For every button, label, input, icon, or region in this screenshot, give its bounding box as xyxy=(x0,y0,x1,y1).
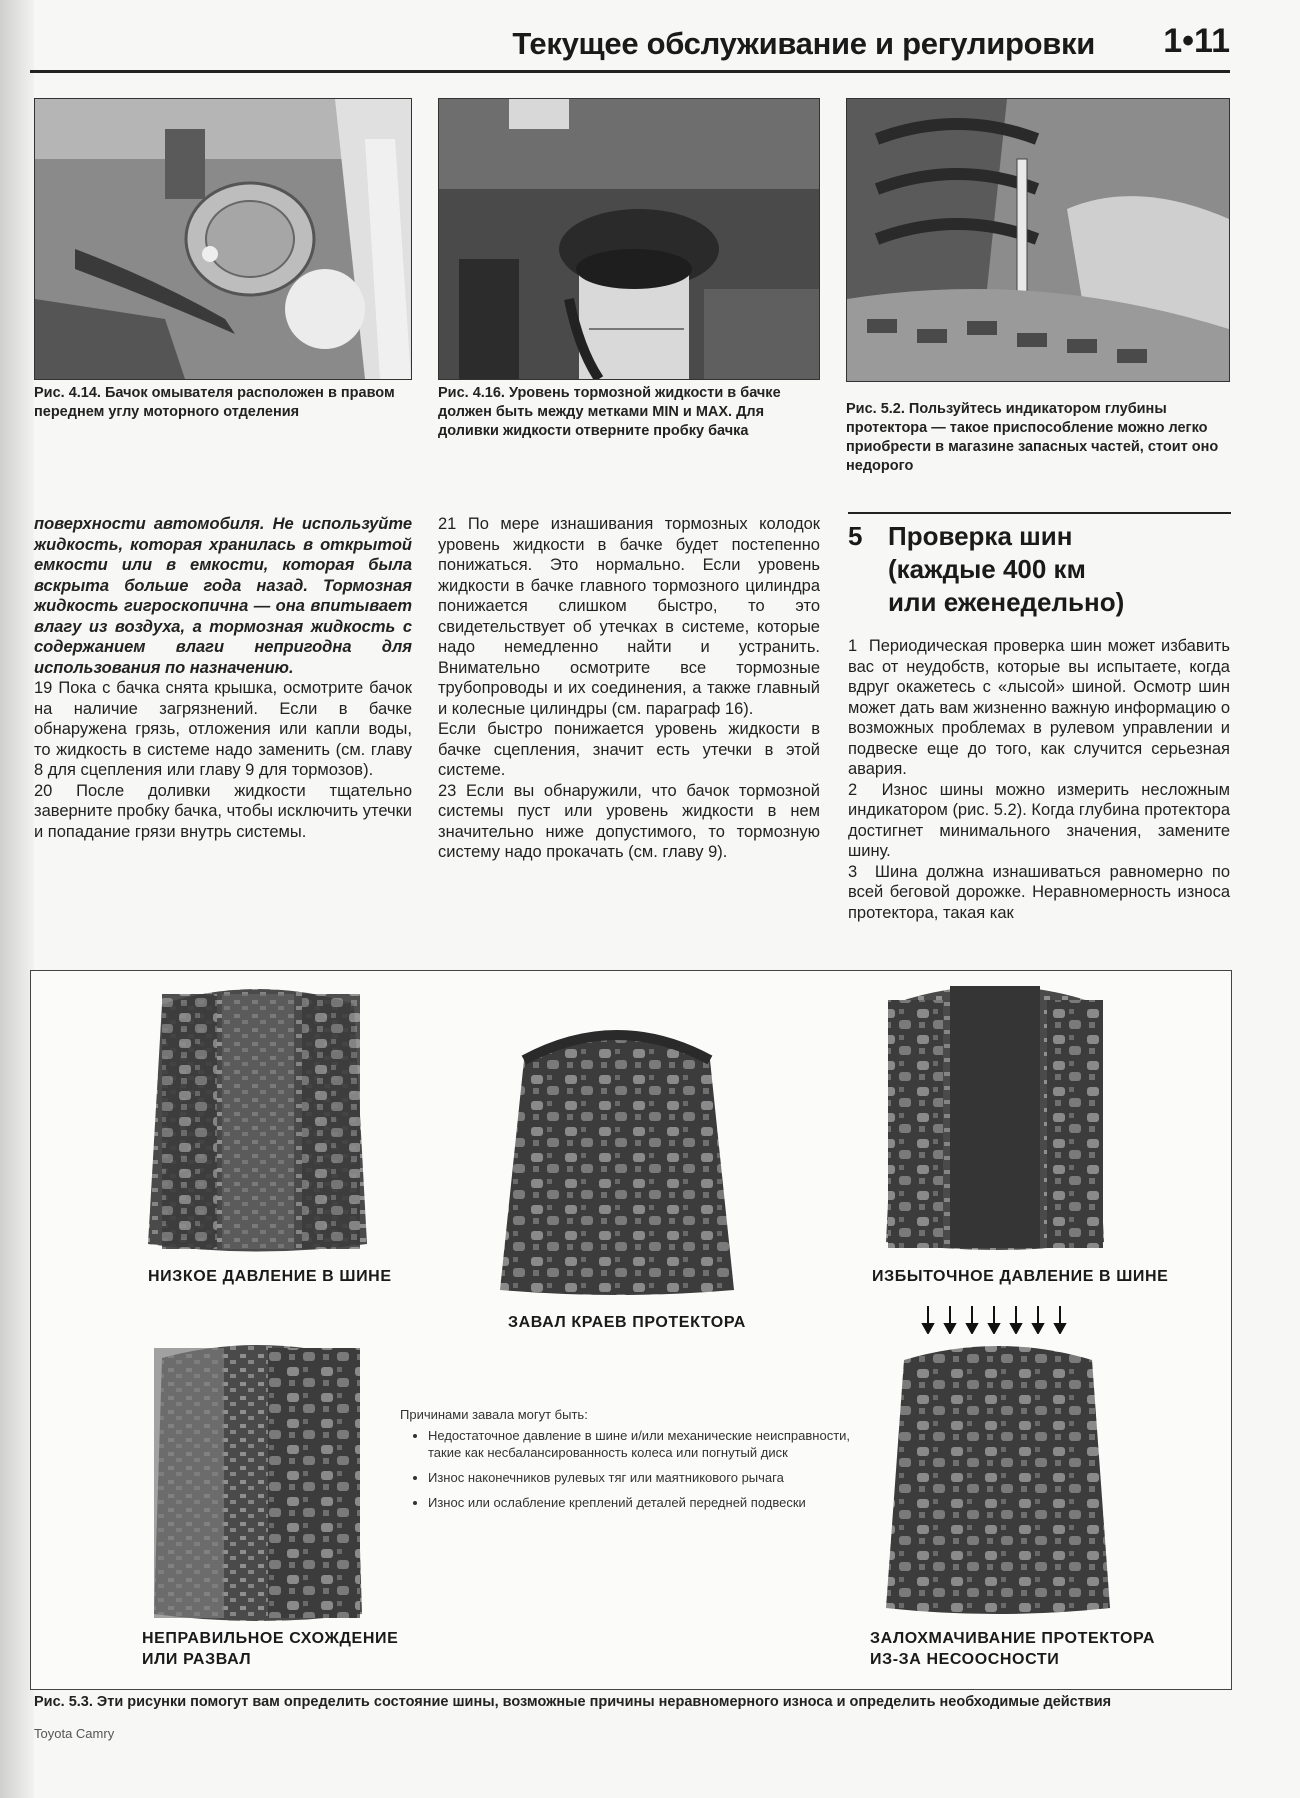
paragraph-21 xyxy=(438,514,820,719)
paragraph-number: 3 xyxy=(848,862,858,881)
paragraph-1 xyxy=(848,636,1230,780)
section-title-line: или еженедельно) xyxy=(888,587,1125,617)
section-title-line: (каждые 400 км xyxy=(888,554,1086,584)
paragraph-2 xyxy=(848,780,1230,862)
edge-wear-reasons xyxy=(400,1406,860,1519)
page-shadow xyxy=(0,0,34,1798)
list-item: • Износ или ослабление креплений деталей передней подвески xyxy=(428,1494,860,1511)
paragraph-text: Если вы обнаружили, что бачок тормозной системы пуст или уровень жидкости в нем значительно ниже допустимого, то тормозную систему надо прокачать (см. главу 9). xyxy=(438,781,820,861)
paragraph-number: 1 xyxy=(848,637,858,655)
text-column-1 xyxy=(34,514,412,842)
figure-caption: Рис. 5.3. Эти рисунки помогут вам определить состояние шины, возможные причины неравномерного износа и определить необходимые действия xyxy=(34,1694,1112,1710)
page-header-title: Текущее обслуживание и регулировки xyxy=(512,26,1095,61)
tread-gauge-photo xyxy=(846,98,1230,382)
section-title-line: Проверка шин xyxy=(888,521,1073,551)
tire-label-line: НЕПРАВИЛЬНОЕ СХОЖДЕНИЕ xyxy=(142,1630,399,1647)
paragraph-text: После доливки жидкости тщательно заверните пробку бачка, чтобы исключить утечки и попадание грязи внутрь системы. xyxy=(34,781,412,841)
list-item: • Недостаточное давление в шине и/или механические неисправности, такие как несбалансированность колеса или погнутый диск xyxy=(428,1427,860,1461)
arrows-icon xyxy=(920,1304,1070,1334)
paragraph-22: Если быстро понижается уровень жидкости в бачке сцепления, значит есть утечки в этой системе. xyxy=(438,720,820,779)
section-heading xyxy=(848,520,1124,619)
list-item: • Износ наконечников рулевых тяг или маятникового рычага xyxy=(428,1469,860,1486)
tire-edge-wear-label: ЗАВАЛ КРАЕВ ПРОТЕКТОРА xyxy=(508,1314,746,1331)
paragraph-text: Периодическая проверка шин может избавить вас от неудобств, которые вы испытаете, когда вдруг окажетесь с «лысой» шиной. Осмотр шин может дать вам жизненно важную информацию о возможных проблемах в рулевом управлении и подвеске еще до того, как случится серьезная авария. xyxy=(848,637,1230,778)
paragraph-text: Шина должна изнашиваться равномерно по всей беговой дорожке. Неравномерность износа протектора, такая как xyxy=(848,862,1231,922)
tire-over-pressure-label: ИЗБЫТОЧНОЕ ДАВЛЕНИЕ В ШИНЕ xyxy=(872,1268,1169,1285)
brake-reservoir-photo xyxy=(438,98,820,380)
paragraph-text: По мере изнашивания тормозных колодок уровень жидкости в бачке будет постепенно понижаться. Это нормально. Если уровень жидкости в бачке главного тормозного цилиндра понижается слишком быстро, то это свидетельствует об утечках в системе, которые надо немедленно найти и устранить. Внимательно осмотрите все тормозные трубопроводы и их соединения, а также главный и колесные цилиндры (см. параграф 16). xyxy=(438,515,820,718)
tread-photo-caption: Рис. 5.2. Пользуйтесь индикатором глубины протектора — такое приспособление можно легко приобрести в магазине запасных частей, стоит оно недорого xyxy=(846,401,1219,474)
paragraph-number: 2 xyxy=(848,780,858,799)
paragraph-19 xyxy=(34,678,412,781)
page-number: 1•11 xyxy=(1163,22,1230,60)
reasons-list xyxy=(400,1427,860,1511)
paragraph-number: 21 xyxy=(438,515,457,533)
tire-label-line: ЗАЛОХМАЧИВАНИЕ ПРОТЕКТОРА xyxy=(870,1630,1156,1647)
section-rule xyxy=(848,512,1231,514)
section-number: 5 xyxy=(848,521,863,551)
paragraph-text: Пока с бачка снята крышка, осмотрите бачок на наличие загрязнений. Если в бачке обнаружена грязь, отложения или капли воды, то жидкость в системе надо заменить (см. главу 8 для сцепления или главу 9 для тормозов). xyxy=(34,679,412,779)
tire-low-pressure-label: НИЗКОЕ ДАВЛЕНИЕ В ШИНЕ xyxy=(148,1268,392,1285)
paragraph-number: 20 xyxy=(34,781,53,800)
paragraph-number: 23 xyxy=(438,781,457,800)
tire-toe-camber-label xyxy=(142,1628,398,1670)
brake-photo-caption: Рис. 4.16. Уровень тормозной жидкости в бачке должен быть между метками MIN и MAX. Для доливки жидкости отверните пробку бачка xyxy=(438,385,781,439)
text-column-2 xyxy=(438,514,820,863)
tire-edge-wear-image xyxy=(494,1020,740,1296)
text-column-3 xyxy=(848,636,1230,923)
tire-low-pressure-image xyxy=(142,984,374,1256)
paragraph-3 xyxy=(848,862,1230,924)
paragraph-20 xyxy=(34,781,412,843)
tire-over-pressure-image xyxy=(880,980,1110,1256)
washer-photo-caption: Рис. 4.14. Бачок омывателя расположен в правом переднем углу моторного отделения xyxy=(34,385,395,420)
tire-feathering-image xyxy=(880,1340,1116,1616)
washer-reservoir-photo xyxy=(34,98,412,380)
paragraph-warning: поверхности автомобиля. Не используйте жидкость, которая хранилась в открытой емкости или в емкости, которая была вскрыта больше года назад. Тормозная жидкость гигроскопична — она впитывает влагу из воздуха, а тормозная жидкость с содержанием влаги непригодна для использования по назначению. xyxy=(34,515,412,677)
tire-toe-camber-image xyxy=(148,1338,368,1624)
tire-feathering-label xyxy=(870,1628,1155,1670)
paragraph-23 xyxy=(438,781,820,863)
tire-label-line: ИЗ-ЗА НЕСООСНОСТИ xyxy=(870,1651,1060,1668)
paragraph-text: Износ шины можно измерить несложным индикатором (рис. 5.2). Когда глубина протектора достигнет минимального значения, замените шину. xyxy=(848,780,1230,860)
paragraph-number: 19 xyxy=(34,679,53,697)
reasons-title: Причинами завала могут быть: xyxy=(400,1407,588,1422)
footer-book-title: Toyota Camry xyxy=(34,1726,115,1741)
header-rule xyxy=(30,70,1230,73)
tire-label-line: ИЛИ РАЗВАЛ xyxy=(142,1651,252,1668)
